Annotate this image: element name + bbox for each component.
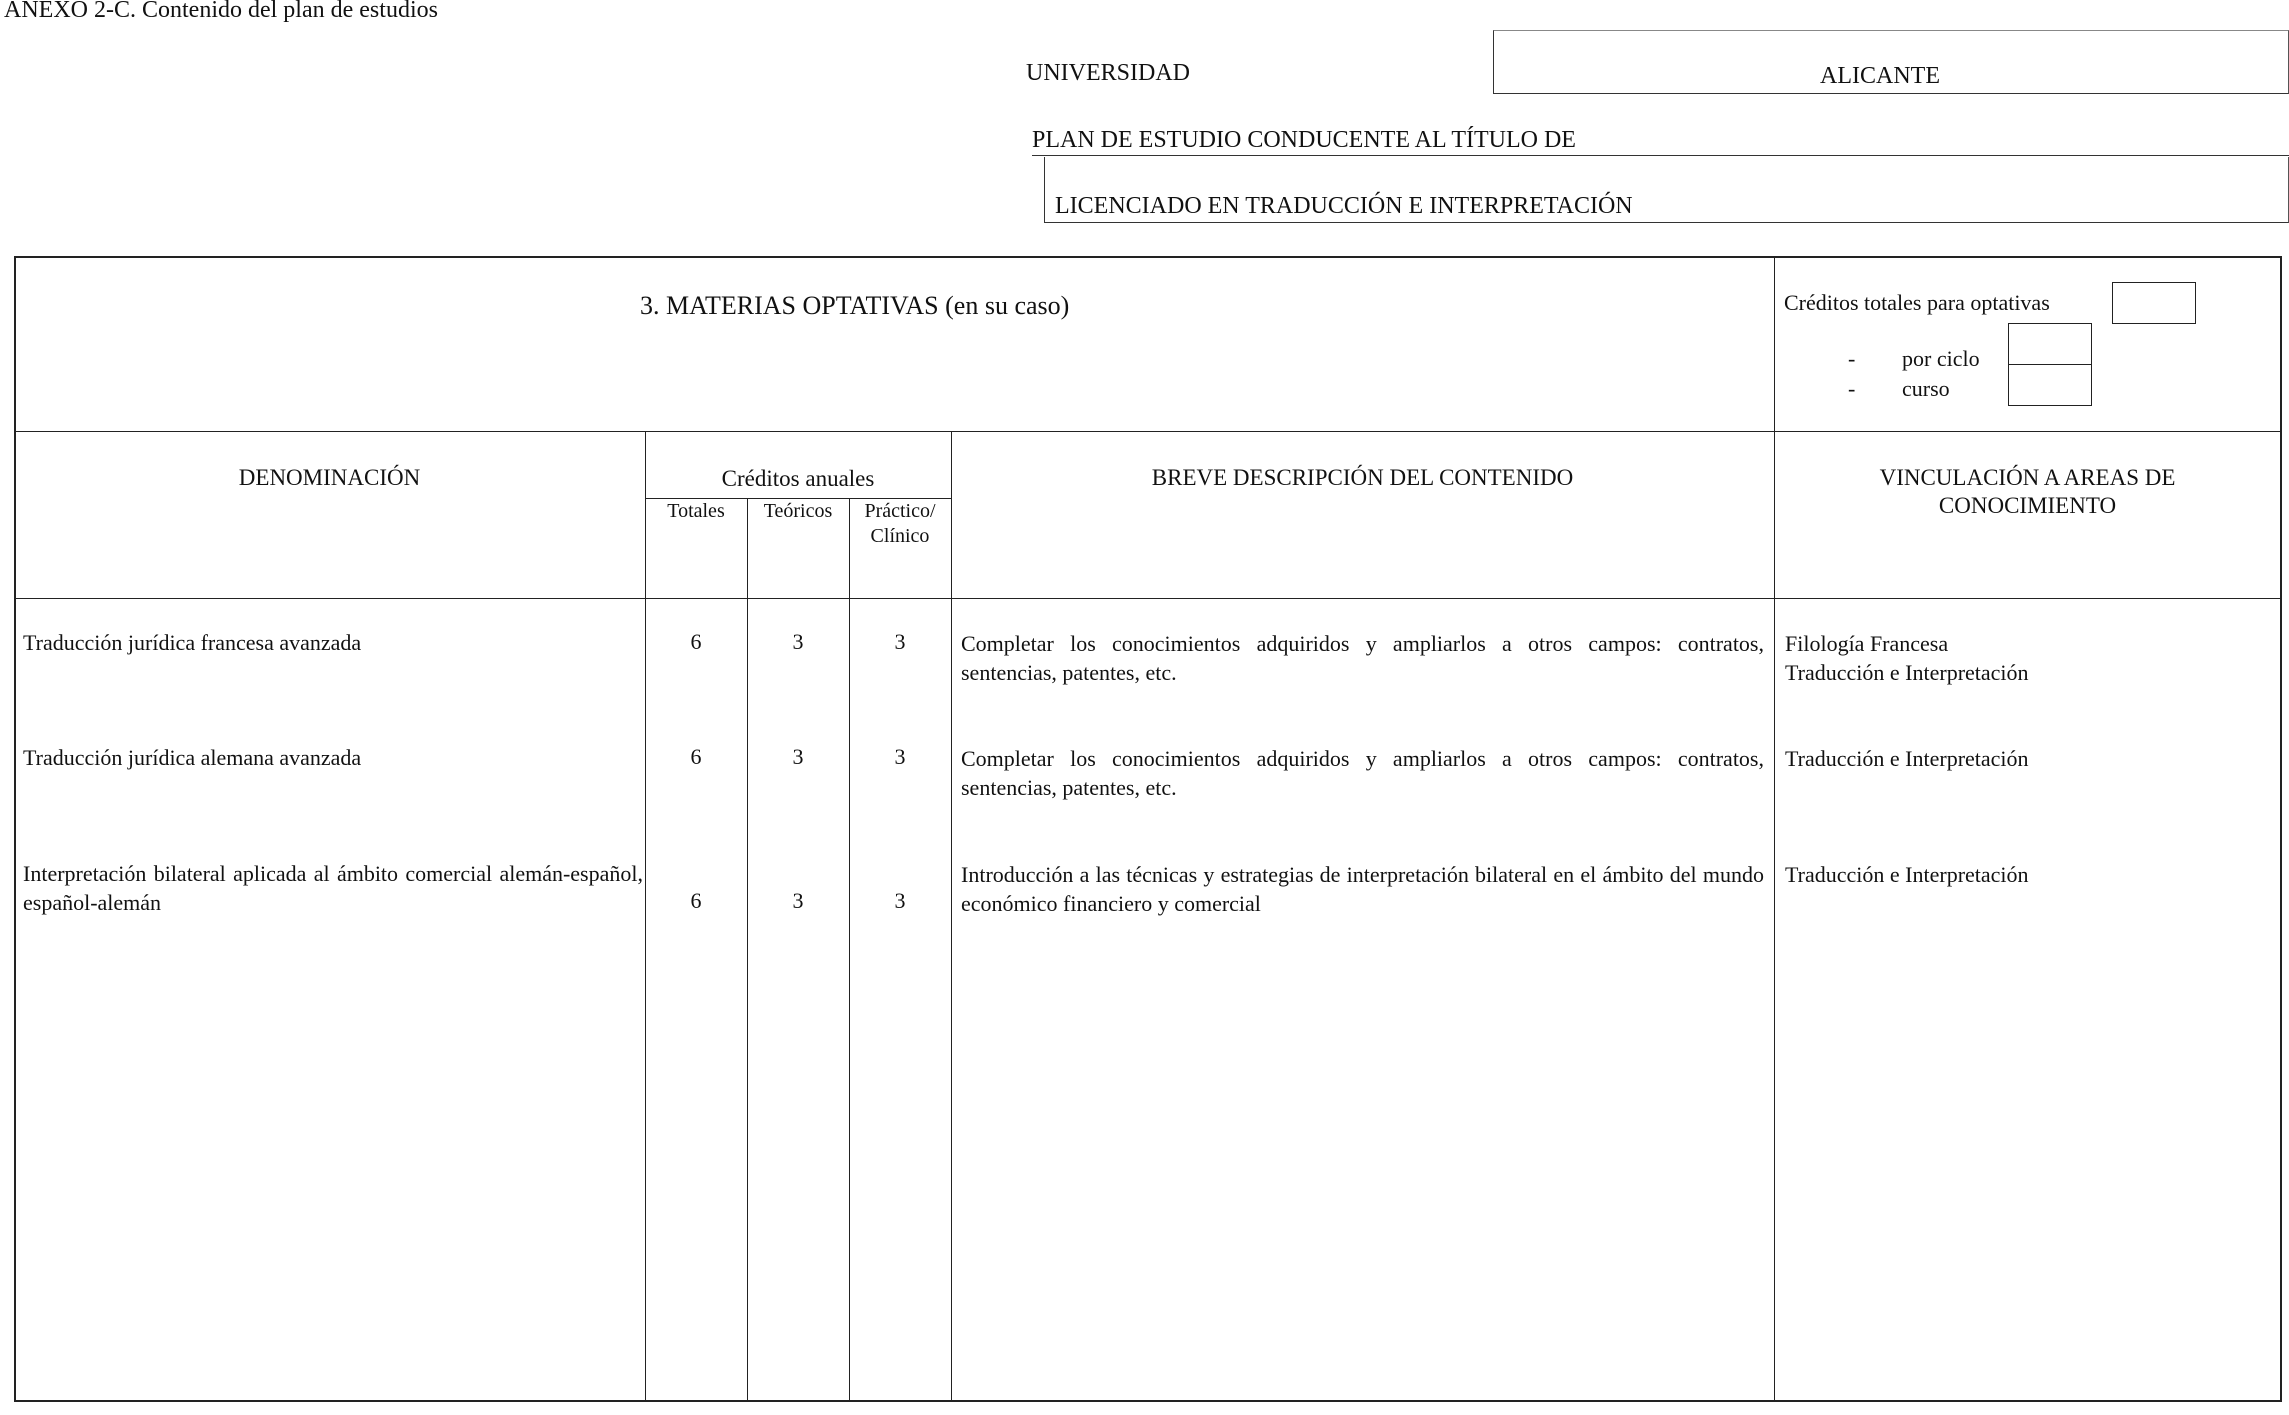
total-credits-label: Créditos totales para optativas [1784,290,2050,315]
row-3-theoretical: 3 [792,888,804,913]
col-credits: Créditos anuales [721,466,875,491]
row-1-theoretical: 3 [792,629,804,654]
degree-value: LICENCIADO EN TRADUCCIÓN E INTERPRETACIÓN [1055,193,1633,219]
subjects-table [14,256,2282,1402]
row-1-name: Traducción jurídica francesa avanzada [23,630,362,655]
per-cycle-label: por ciclo [1902,346,1980,371]
col-practical-line1: Práctico/ [864,500,936,522]
row-2-totals: 6 [690,744,702,769]
per-cycle-dash: - [1848,346,1856,371]
row-1-area-1: Filología Francesa [1785,631,1949,656]
description-column-line [951,431,952,1402]
col-areas: VINCULACIÓN A AREAS DE CONOCIMIENTO [1879,465,2176,518]
row-3-description: Introducción a las técnicas y estrategias de interpretación bilateral en el ámbito del mundo económico financiero y comercial [961,862,1764,916]
per-cycle-field [2008,323,2092,365]
section-divider [14,431,2282,432]
row-3-totals: 6 [690,888,702,913]
col-theoretical: Teóricos [763,500,833,522]
course-field [2008,364,2092,406]
row-1-description: Completar los conocimientos adquiridos y ampliarlos a otros campos: contratos, sentencias, patentes, etc. [961,631,1764,685]
annex-title: ANEXO 2-C. Contenido del plan de estudios [4,0,438,23]
course-dash: - [1848,376,1856,401]
row-2-area-1: Traducción e Interpretación [1785,746,2029,771]
university-value: ALICANTE [1820,63,1940,89]
row-3-name: Interpretación bilateral aplicada al ámbito comercial alemán-español, español-alemán [23,861,643,915]
col-practical-line2: Clínico [870,525,930,547]
row-2-description: Completar los conocimientos adquiridos y ampliarlos a otros campos: contratos, sentencias, patentes, etc. [961,746,1764,800]
row-1-practical: 3 [894,629,906,654]
header-divider [14,598,2282,599]
col-totals: Totales [667,500,725,522]
row-2-name: Traducción jurídica alemana avanzada [23,745,362,770]
row-3-area-1: Traducción e Interpretación [1785,862,2029,887]
row-1-area-2: Traducción e Interpretación [1785,660,2029,685]
row-1-totals: 6 [690,629,702,654]
row-2-theoretical: 3 [792,744,804,769]
course-label: curso [1902,376,1950,401]
row-3-practical: 3 [894,888,906,913]
plan-label: PLAN DE ESTUDIO CONDUCENTE AL TÍTULO DE [1032,127,1576,153]
plan-divider [1032,155,2289,156]
row-2-practical: 3 [894,744,906,769]
credits-column-line [645,431,646,1402]
col-denomination: DENOMINACIÓN [238,465,421,490]
university-label: UNIVERSIDAD [1026,60,1190,86]
areas-column-line [1774,256,1775,1402]
total-credits-field [2112,282,2196,324]
col-description: BREVE DESCRIPCIÓN DEL CONTENIDO [1151,465,1574,490]
section-title: 3. MATERIAS OPTATIVAS (en su caso) [640,291,1070,320]
